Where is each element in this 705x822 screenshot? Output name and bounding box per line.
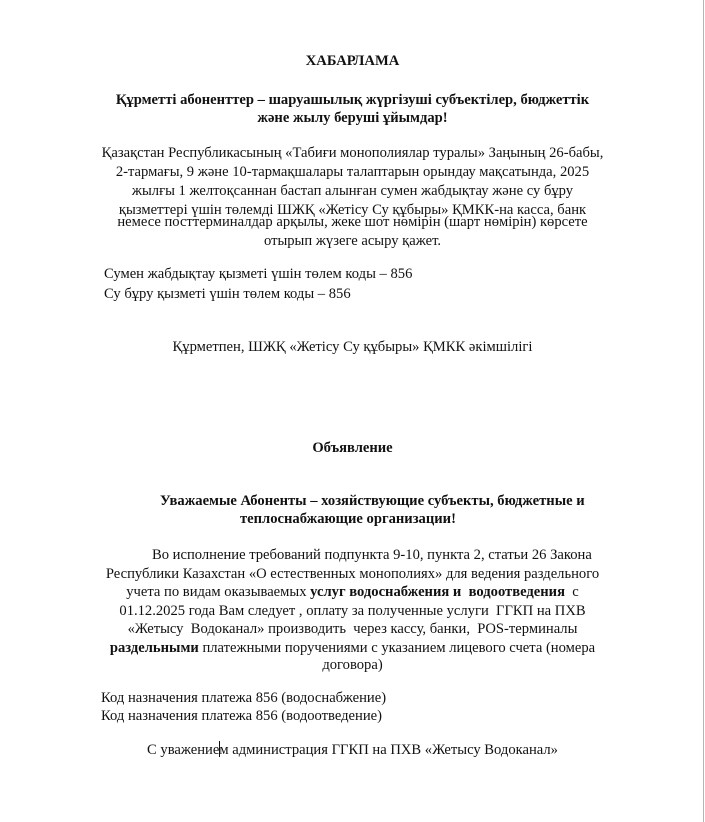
kazakh-signature: Құрметпен, ШЖҚ «Жетісу Су құбыры» ҚМКК әкімшілігі — [172, 339, 533, 355]
russian-body-bold-services: услуг водоснабжения и водоотведения — [310, 584, 565, 600]
russian-body-text: учета по видам оказываемых — [126, 584, 311, 600]
russian-body-bold-separate: раздельными — [109, 640, 199, 656]
russian-payment-code-sewerage: Код назначения платежа 856 (водоотведение) — [101, 708, 382, 724]
russian-greeting-line-1: Уважаемые Абоненты – хозяйствующие субъекты, бюджетные и — [160, 493, 585, 509]
russian-signature[interactable] — [0, 741, 705, 760]
kazakh-body-line: Қазақстан Республикасының «Табиғи монополиялар туралы» Заңының 26-бабы, — [101, 145, 604, 161]
russian-body-line: «Жетысу Водоканал» производить через кассу, банки, POS-терминалы — [127, 621, 578, 637]
russian-title: Объявление — [312, 440, 393, 456]
russian-body-line: Во исполнение требований подпункта 9-10, пункта 2, статьи 26 Закона — [152, 547, 592, 563]
kazakh-payment-code-water-supply: Сумен жабдықтау қызметі үшін төлем коды – 856 — [104, 266, 413, 282]
russian-body-line: Республики Казахстан «О естественных монополиях» для ведения раздельного — [105, 566, 600, 582]
russian-signature-text: м администрация ГГКП на ПХВ «Жетысу Водоканал» — [219, 742, 558, 758]
russian-body-line — [0, 583, 705, 602]
kazakh-greeting-line-2: және жылу беруші ұйымдар! — [257, 110, 448, 126]
russian-body-text: платежными поручениями с указанием лицевого счета (номера — [198, 640, 596, 656]
russian-body-text: с — [564, 584, 579, 600]
russian-body-line: 01.12.2025 года Вам следует , оплату за полученные услуги ГГКП на ПХВ — [119, 603, 586, 619]
kazakh-body-line: немесе посттерминалдар арқылы, жеке шот нөмірін (шарт нөмірін) көрсете — [117, 214, 588, 230]
kazakh-body-line: отырып жүзеге асыру қажет. — [263, 233, 442, 249]
kazakh-title: ХАБАРЛАМА — [305, 53, 400, 69]
kazakh-body-line: жылғы 1 желтоқсаннан бастап алынған сумен жабдықтау және су бұру — [131, 183, 574, 199]
kazakh-body-line: қызметтері үшін төлемді ШЖҚ «Жетісу Су құбыры» ҚМКК-на касса, банк — [118, 202, 587, 218]
russian-body-line: договора) — [322, 657, 383, 673]
kazakh-body-line: 2-тармағы, 9 және 10-тармақшалары талаптарын орындау мақсатында, 2025 — [115, 164, 590, 180]
kazakh-greeting-line-1: Құрметті абоненттер – шаруашылық жүргізуші субъектілер, бюджеттік — [115, 92, 590, 108]
russian-signature-text: С уважение — [147, 742, 220, 758]
russian-payment-code-water-supply: Код назначения платежа 856 (водоснабжение) — [101, 690, 387, 706]
russian-greeting-line-2: теплоснабжающие организации! — [240, 511, 456, 527]
kazakh-payment-code-sewerage: Су бұру қызметі үшін төлем коды – 856 — [104, 286, 351, 302]
